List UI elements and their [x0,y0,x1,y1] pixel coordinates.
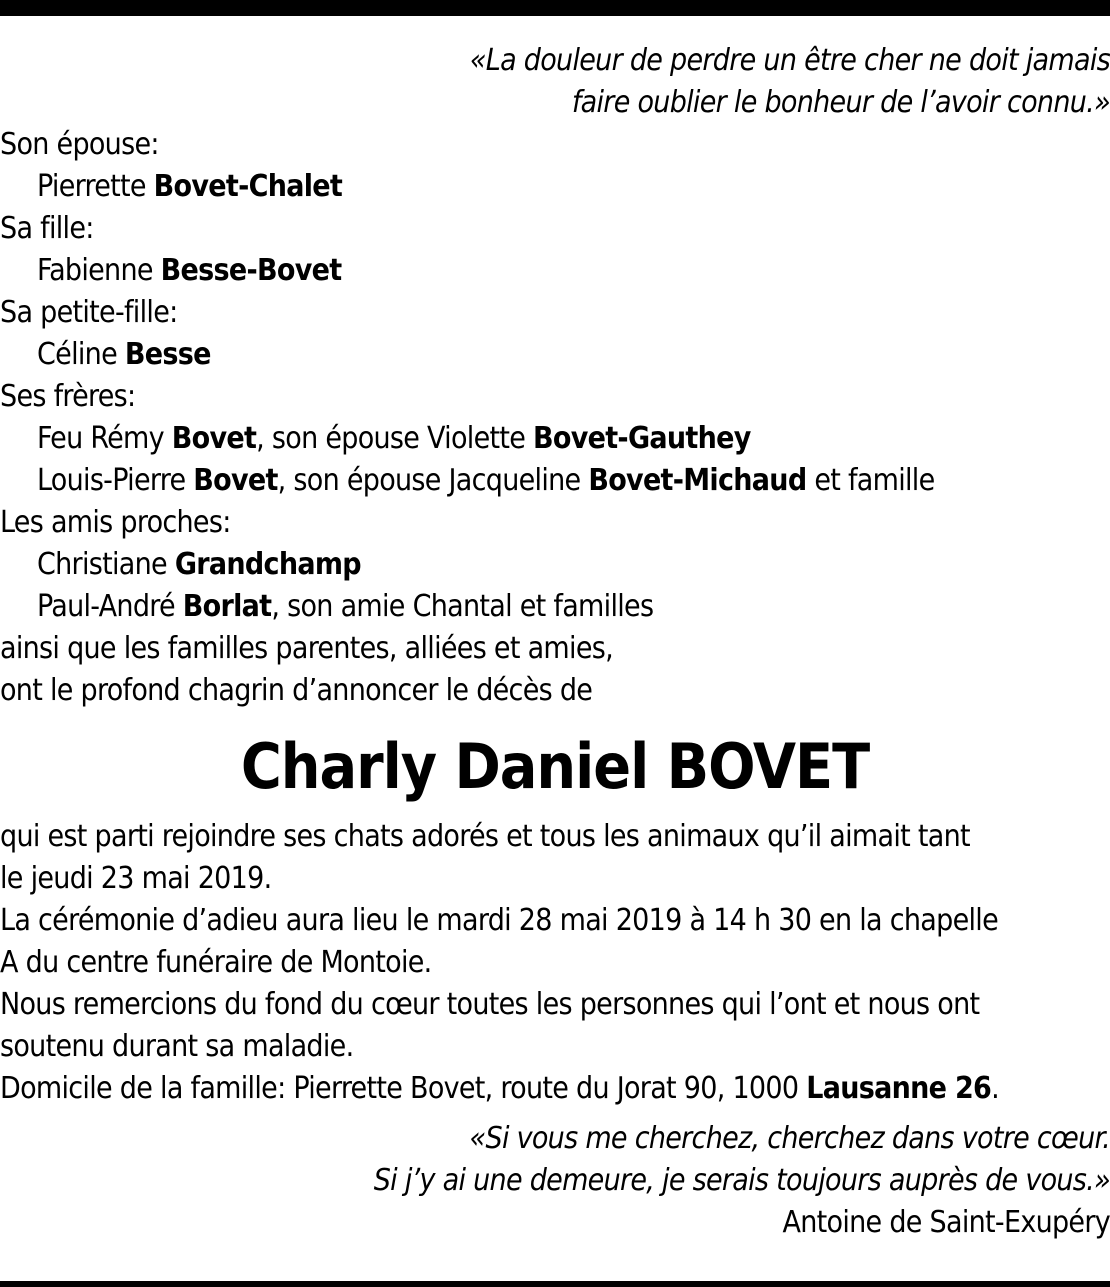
opening-quote-line: faire oublier le bonheur de l’avoir connu.» [571,85,1110,120]
last-name: Bovet [193,463,278,498]
last-name: Borlat [182,589,272,624]
first-name: Paul-André [37,589,183,624]
relatives-line: ainsi que les familles parentes, alliées et amies, [0,631,613,666]
closing-quote-line: Si j’y ai une demeure, je serais toujours auprès de vous.» [373,1163,1110,1198]
friend-entry [0,586,1110,628]
last-name: Bovet-Michaud [588,463,807,498]
relation-text: , son épouse Violette [256,421,534,456]
closing-quote [0,1118,1110,1202]
last-name: Besse-Bovet [160,253,342,288]
last-name: Bovet [171,421,257,456]
notice-body [0,816,1110,1110]
first-name: Pierrette [37,169,154,204]
brothers-label: Ses frères: [0,379,136,414]
body-line: qui est parti rejoindre ses chats adorés et tous les animaux qu’il aimait tant [0,819,970,854]
spouse-label: Son épouse: [0,127,159,162]
top-rule [0,0,1110,16]
body-line: Nous remercions du fond du cœur toutes les personnes qui l’ont et nous ont [0,987,980,1022]
domicile-address: Domicile de la famille: Pierrette Bovet, route du Jorat 90, 1000 [0,1071,807,1106]
first-name: Christiane [37,547,175,582]
body-line: La cérémonie d’adieu aura lieu le mardi 28 mai 2019 à 14 h 30 en la chapelle [0,903,999,938]
last-name: Bovet-Chalet [153,169,343,204]
obituary-notice [0,40,1110,1244]
body-line: le jeudi 23 mai 2019. [0,861,272,896]
opening-quote [0,40,1110,124]
brother-entry [0,418,1110,460]
brother-entry [0,460,1110,502]
family-list [0,124,1110,712]
bottom-rule [0,1281,1110,1287]
last-name: Bovet-Gauthey [533,421,751,456]
first-name: Fabienne [37,253,161,288]
last-name: Besse [124,337,211,372]
body-line: soutenu durant sa maladie. [0,1029,354,1064]
domicile-suffix: . [991,1071,999,1106]
suffix-text: et famille [806,463,935,498]
daughter-label: Sa fille: [0,211,94,246]
domicile-city: Lausanne 26 [806,1071,992,1106]
relation-text: , son épouse Jacqueline [277,463,589,498]
last-name: Grandchamp [174,547,361,582]
first-name: Céline [37,337,125,372]
granddaughter-label: Sa petite-fille: [0,295,178,330]
granddaughter-name [0,334,1110,376]
quote-author: Antoine de Saint-Exupéry [782,1205,1110,1240]
first-name: Feu Rémy [37,421,172,456]
daughter-name [0,250,1110,292]
friend-entry [0,544,1110,586]
body-line: A du centre funéraire de Montoie. [0,945,432,980]
spouse-name [0,166,1110,208]
suffix-text: , son amie Chantal et familles [271,589,654,624]
opening-quote-line: «La douleur de perdre un être cher ne doit jamais [469,43,1110,78]
announcement-line: ont le profond chagrin d’annoncer le décès de [0,673,593,708]
deceased-name: Charly Daniel BOVET [240,730,870,803]
closing-quote-line: «Si vous me cherchez, cherchez dans votre cœur. [469,1121,1110,1156]
friends-label: Les amis proches: [0,505,231,540]
domicile-line [0,1068,1110,1110]
first-name: Louis-Pierre [37,463,194,498]
